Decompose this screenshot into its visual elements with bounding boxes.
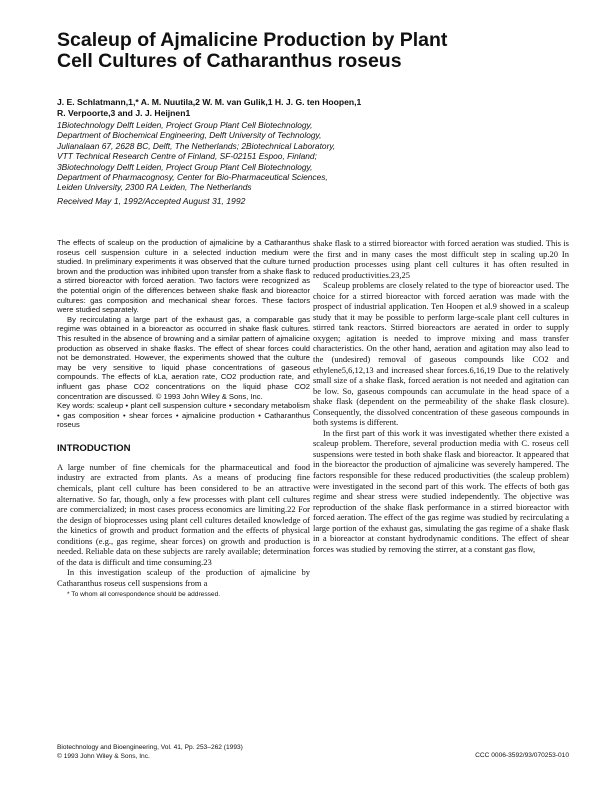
received-dates: Received May 1, 1992/Accepted August 31, 1992 [57, 196, 246, 206]
page-footer [57, 744, 569, 761]
abstract-paragraph-2: By recirculating a large part of the exhaust gas, a comparable gas regime was obtained in a bioreactor as occurred in shake flask cultures. This resulted in the absence of browning and a similar pattern of ajmalicine production as observed in shake flasks. The effect of shear forces could not be demonstrated. However, the experiments showed that the culture may be very sensitive to liquid phase concentrations of gaseous compounds. The effects of kLa, aeration rate, CO2 production rate, and influent gas phase CO2 concentrations on the liquid phase CO2 concentration are discussed. © 1993 John Wiley & Sons, Inc. [57, 314, 310, 401]
right-column-body [313, 238, 569, 554]
copyright-line: © 1993 John Wiley & Sons, Inc. [57, 752, 150, 760]
right-paragraph-1: shake flask to a stirred bioreactor with forced aeration was studied. This is the first and in many cases the most difficult step in scaling up.20 In production processes using plant cell cultures it has often resulted in reduced productivities.23,25 [313, 238, 569, 280]
introduction-body [57, 462, 310, 589]
affiliation-line: Julianalaan 67, 2628 BC, Delft, The Netherlands; 2Biotechnical Laboratory, [57, 140, 336, 151]
left-column [57, 238, 310, 598]
title-line-1: Scaleup of Ajmalicine Production by Plant [57, 29, 448, 51]
introduction-heading: INTRODUCTION [57, 442, 131, 454]
authors-line-2: R. Verpoorte,3 and J. J. Heijnen1 [57, 107, 191, 118]
abstract [57, 238, 310, 401]
intro-paragraph-2: In this investigation scaleup of the production of ajmalicine by Catharanthus roseus cell suspensions from a [57, 567, 310, 588]
author-list [57, 97, 557, 118]
keywords: Key words: scaleup • plant cell suspension culture • secondary metabolism • gas composition • shear forces • ajmalicine production • Catharanthus roseus [57, 401, 310, 430]
journal-citation: Biotechnology and Bioengineering, Vol. 41, Pp. 253–262 (1993) [57, 744, 243, 751]
right-paragraph-3: In the first part of this work it was investigated whether there existed a scaleup problem. Therefore, several production media with C. roseus cell suspensions were tested in both shake flask and bioreactor. It appeared that in the bioreactor the production of ajmalicine was severely hampered. The factors responsible for these reduced productivities (the scaleup problem) were investigated in the second part of this work. The effects of both gas regime and shear stress were studied independently. The objective was reproduction of the shake flask performance in a stirred bioreactor with forced aeration. The effect of the gas regime was studied by recirculating a large portion of the exhaust gas, simulating the gas regime of a shake flask in a bioreactor at constant hydrodynamic conditions. The effect of shear forces was studied by removing the stirrer, at a constant gas flow, [313, 427, 569, 554]
abstract-paragraph-1: The effects of scaleup on the production of ajmalicine by a Catharanthus roseus cell suspension culture in a selected induction medium were studied. In preliminary experiments it was observed that the culture turned brown and the production was inhibited upon transfer from a shake flask to a stirred bioreactor with forced aeration. Two factors were recognized as the potential origin of the differences between shake flask and bioreactor cultures: gas composition and mechanical shear forces. These factors were studied separately. [57, 238, 310, 315]
affiliation-line: 1Biotechnology Delft Leiden, Project Group Plant Cell Biotechnology, [57, 120, 313, 130]
affiliation-line: Leiden University, 2300 RA Leiden, The Netherlands [57, 182, 252, 193]
right-column [313, 238, 569, 554]
affiliation-line: Department of Pharmacognosy, Center for Bio-Pharmaceutical Sciences, [57, 172, 328, 183]
footnote: * To whom all correspondence should be addressed. [67, 591, 221, 599]
affiliation-line: 3Biotechnology Delft Leiden, Project Group Plant Cell Biotechnology, [57, 161, 313, 172]
paper-title [57, 30, 537, 72]
right-paragraph-2: Scaleup problems are closely related to the type of bioreactor used. The choice for a stirred bioreactor with forced aeration was made with the prospect of industrial application. Ten Hoopen et al.9 showed in a scaleup study that it may be possible to perform large-scale plant cell cultures in stirred tank reactors. Stirred bioreactors are aerated in order to supply oxygen; agitation is needed to improve mixing and mass transfer characteristics. On the other hand, aeration and agitation may also lead to the (undesired) removal of gaseous compounds like CO2 and ethylene5,6,12,13 and increased shear forces.6,16,19 Due to the relatively small size of a shake flask, forced aeration is not needed and agitation can be low. So, gaseous compounds can accumulate in the head space of a shake flask (dependent on the permeability of the shake flask closure). Consequently, the dissolved concentration of these gaseous compounds in both systems is different. [313, 280, 569, 428]
title-line-2: Cell Cultures of Catharanthus roseus [57, 50, 402, 72]
affiliation-line: VTT Technical Research Centre of Finland, SF-02151 Espoo, Finland; [57, 151, 317, 162]
affiliation-line: Department of Biochemical Engineering, Delft University of Technology, [57, 130, 322, 141]
ccc-code: CCC 0006-3592/93/070253-010 [475, 752, 569, 759]
authors-line-1: J. E. Schlatmann,1,* A. M. Nuutila,2 W. M. van Gulik,1 H. J. G. ten Hoopen,1 [57, 97, 362, 107]
intro-paragraph-1: A large number of fine chemicals for the pharmaceutical and food industry are extracted from plants. As a means of producing fine chemicals, plant cell culture has been considered to be an attractive alternative. So far, though, only a few processes with plant cell cultures are commercialized; in most cases process economics are limiting.22 For the design of bioprocesses using plant cell cultures detailed knowledge of the kinetics of growth and product formation and the effects of physical conditions (e.g., gas regime, shear forces) on growth and production is needed. Reliable data on these subjects are rarely available; determination of the data is difficult and time consuming.23 [57, 461, 310, 567]
affiliations [57, 120, 577, 193]
